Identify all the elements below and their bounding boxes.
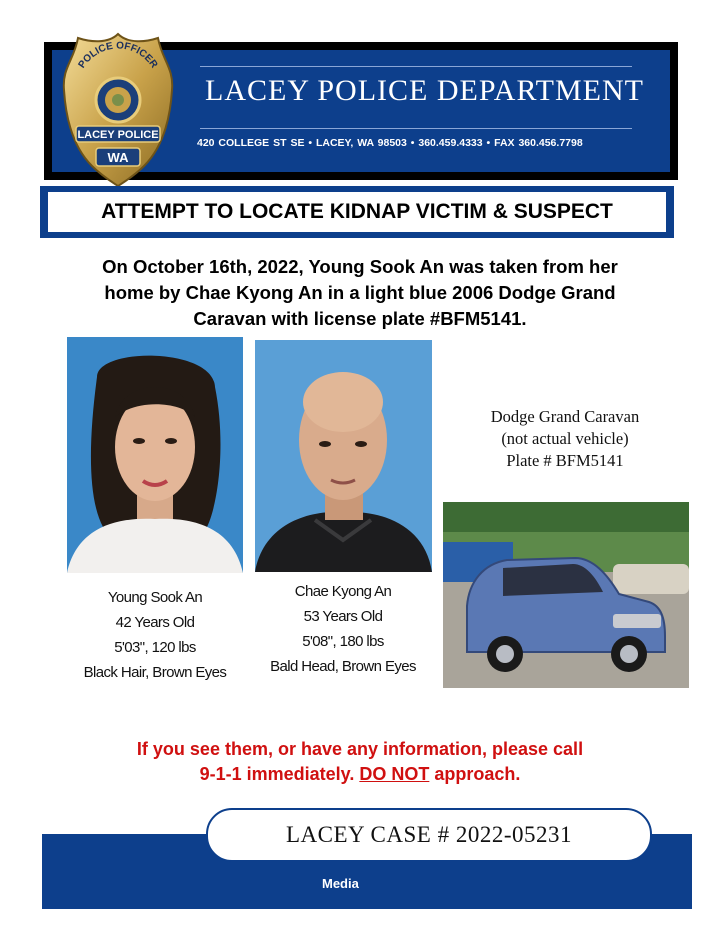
warning-line-2-pre: 9-1-1 immediately. (199, 764, 360, 784)
case-number: LACEY CASE # 2022-05231 (285, 822, 572, 847)
badge-bottom-text: WA (107, 150, 129, 165)
vehicle-plate: Plate # BFM5141 (506, 451, 624, 470)
intro-line-3: Caravan with license plate #BFM5141. (193, 308, 527, 329)
warning-line-1: If you see them, or have any information, please call (136, 739, 584, 759)
vehicle-model: Dodge Grand Caravan (490, 407, 640, 426)
header-rule-bottom (200, 128, 632, 129)
suspect-photo (255, 340, 432, 572)
department-address: 420 COLLEGE ST SE • LACEY, WA 98503 • 360.459.4333 • FAX 360.456.7798 (197, 137, 583, 149)
victim-name: Young Sook An (107, 589, 203, 606)
victim-height-weight: 5'03", 120 lbs (114, 639, 196, 656)
warning-line-2 (60, 762, 660, 787)
victim-photo (67, 337, 243, 573)
warning-message (60, 737, 660, 787)
vehicle-photo (443, 502, 689, 688)
department-title: LACEY POLICE DEPARTMENT (205, 74, 644, 107)
victim-age: 42 Years Old (115, 614, 195, 631)
warning-line-2-post: approach. (429, 764, 521, 784)
intro-line-2: home by Chae Kyong An in a light blue 2006 Dodge Grand (104, 282, 616, 303)
victim-features: Black Hair, Brown Eyes (83, 664, 227, 681)
header-rule-top (200, 66, 632, 67)
suspect-height-weight: 5'08", 180 lbs (302, 633, 384, 650)
badge-top-text: POLICE OFFICER (76, 40, 160, 71)
vehicle-note: (not actual vehicle) (501, 429, 629, 448)
badge-middle-text: LACEY POLICE (77, 129, 159, 141)
vehicle-caption (450, 406, 680, 472)
victim-description (60, 585, 250, 685)
suspect-age: 53 Years Old (303, 608, 383, 625)
alert-title: ATTEMPT TO LOCATE KIDNAP VICTIM & SUSPECT (101, 200, 613, 223)
warning-do-not: DO NOT (359, 764, 430, 784)
media-label: Media (322, 876, 359, 891)
suspect-description (250, 579, 436, 679)
suspect-name: Chae Kyong An (294, 583, 392, 600)
intro-paragraph (60, 254, 660, 332)
police-badge-icon (58, 30, 178, 190)
suspect-features: Bald Head, Brown Eyes (270, 658, 416, 675)
intro-line-1: On October 16th, 2022, Young Sook An was taken from her (102, 256, 618, 277)
